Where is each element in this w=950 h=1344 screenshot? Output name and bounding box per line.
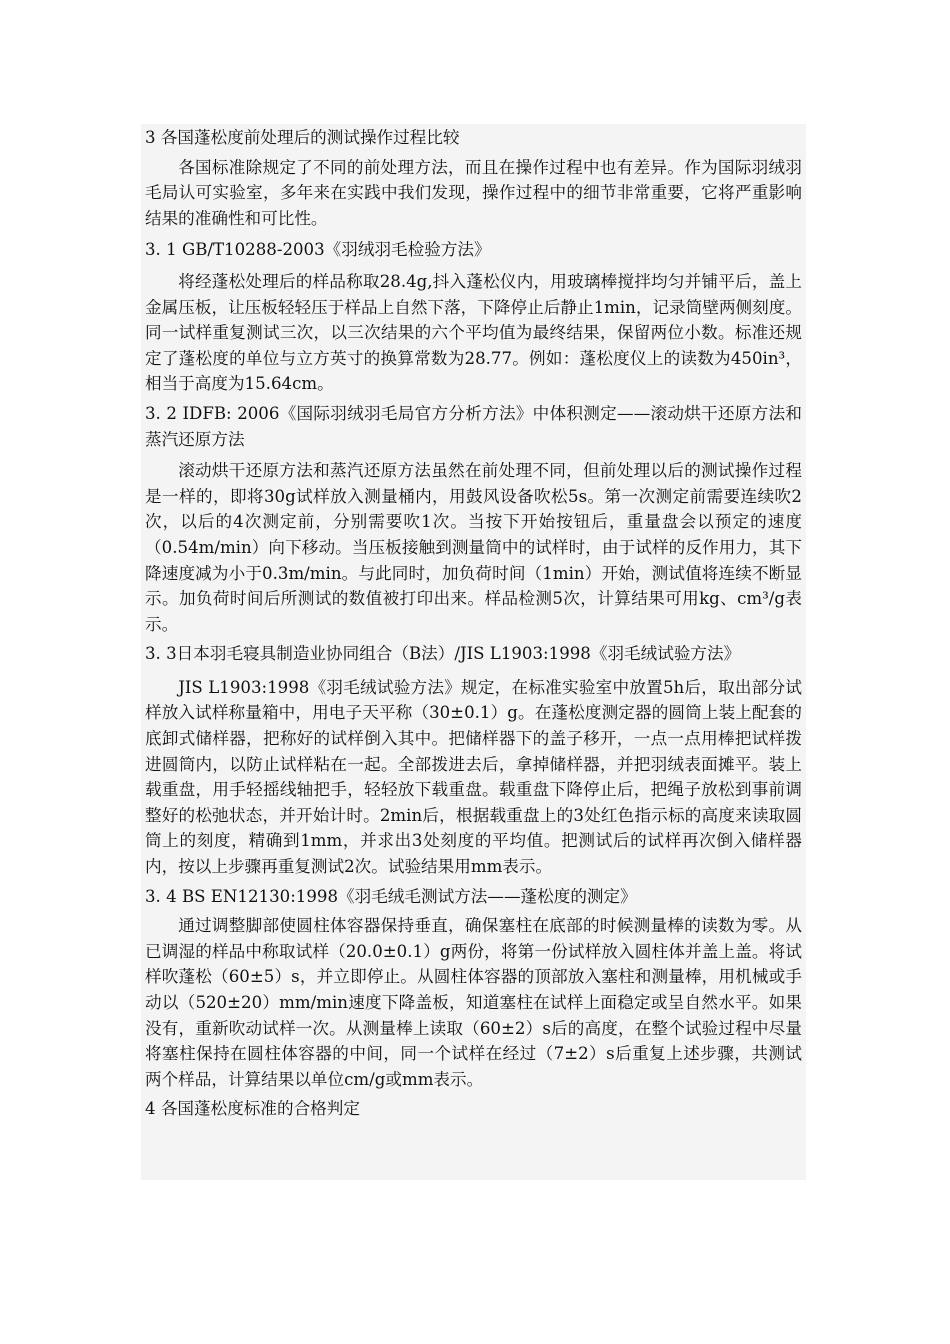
section-3-1-heading: 3. 1 GB/T10288-2003《羽绒羽毛检验方法》 (145, 240, 491, 260)
section-3-3-heading: 3. 3日本羽毛寝具制造业协同组合（B法）/JIS L1903:1998《羽毛绒试验方法》 (145, 644, 741, 664)
section-3-1-body: 将经蓬松处理后的样品称取28.4g,抖入蓬松仪内，用玻璃棒搅拌均匀并铺平后，盖上金属压板，让压板轻轻压于样品上自然下落，下降停止后静止1min，记录筒壁两侧刻度。同一试样重复测试三次，以三次结果的六个平均值为最终结果，保留两位小数。标准还规定了蓬松度的单位与立方英寸的换算常数为28.77。例如：蓬松度仪上的读数为450in³，相当于高度为15.64cm。 (145, 271, 802, 394)
section-3-4-body: 通过调整脚部使圆柱体容器保持垂直，确保塞柱在底部的时候测量棒的读数为零。从已调湿的样品中称取试样（20.0±0.1）g两份，将第一份试样放入圆柱体并盖上盖。将试样吹蓬松（60±5）s，并立即停止。从圆柱体容器的顶部放入塞柱和测量棒，用机械或手动以（520±20）mm/min速度下降盖板，知道塞柱在试样上面稳定或呈自然水平。如果没有，重新吹动试样一次。从测量棒上读取（60±2）s后的高度，在整个试验过程中尽量将塞柱保持在圆柱体容器的中间，同一个试样在经过（7±2）s后重复上述步骤，共测试两个样品，计算结果以单位cm/g或mm表示。 (145, 916, 802, 1089)
section-4-heading: 4 各国蓬松度标准的合格判定 (145, 1099, 360, 1119)
document-page (141, 124, 806, 1180)
section-3-2-heading: 3. 2 IDFB: 2006《国际羽绒羽毛局官方分析方法》中体积测定——滚动烘干还原方法和蒸汽还原方法 (145, 403, 802, 449)
section-3-3-body: JIS L1903:1998《羽毛绒试验方法》规定，在标准实验室中放置5h后，取出部分试样放入试样称量箱中，用电子天平称（30±0.1）g。在蓬松度测定器的圆筒上装上配套的底卸式储样器，把称好的试样倒入其中。把储样器下的盖子移开，一点一点用棒把试样拨进圆筒内，以防止试样粘在一起。全部拨进去后，拿掉储样器，并把羽绒表面摊平。装上载重盘，用手轻摇线轴把手，轻轻放下载重盘。载重盘下降停止后，把绳子放松到事前调整好的松弛状态，并开始计时。2min后，根据载重盘上的3处红色指示标的高度来读取圆筒上的刻度，精确到1mm，并求出3处刻度的平均值。把测试后的试样再次倒入储样器内，按以上步骤再重复测试2次。试验结果用mm表示。 (145, 677, 802, 877)
section-3-intro: 各国标准除规定了不同的前处理方法，而且在操作过程中也有差异。作为国际羽绒羽毛局认可实验室，多年来在实践中我们发现，操作过程中的细节非常重要，它将严重影响结果的准确性和可比性。 (145, 157, 802, 228)
section-3-4-heading: 3. 4 BS EN12130:1998《羽毛绒毛测试方法——蓬松度的测定》 (145, 886, 637, 906)
section-3-2-body: 滚动烘干还原方法和蒸汽还原方法虽然在前处理不同，但前处理以后的测试操作过程是一样的，即将30g试样放入测量桶内，用鼓风设备吹松5s。第一次测定前需要连续吹2次，以后的4次测定前，分别需要吹1次。当按下开始按钮后，重量盘会以预定的速度（0.54m/min）向下移动。当压板接触到测量筒中的试样时，由于试样的反作用力，其下降速度减为小于0.3m/min。与此同时，加负荷时间（1min）开始，测试值将连续不断显示。加负荷时间后所测试的数值被打印出来。样品检测5次，计算结果可用kg、cm³/g表示。 (145, 461, 802, 634)
section-3-heading: 3 各国蓬松度前处理后的测试操作过程比较 (145, 128, 460, 147)
